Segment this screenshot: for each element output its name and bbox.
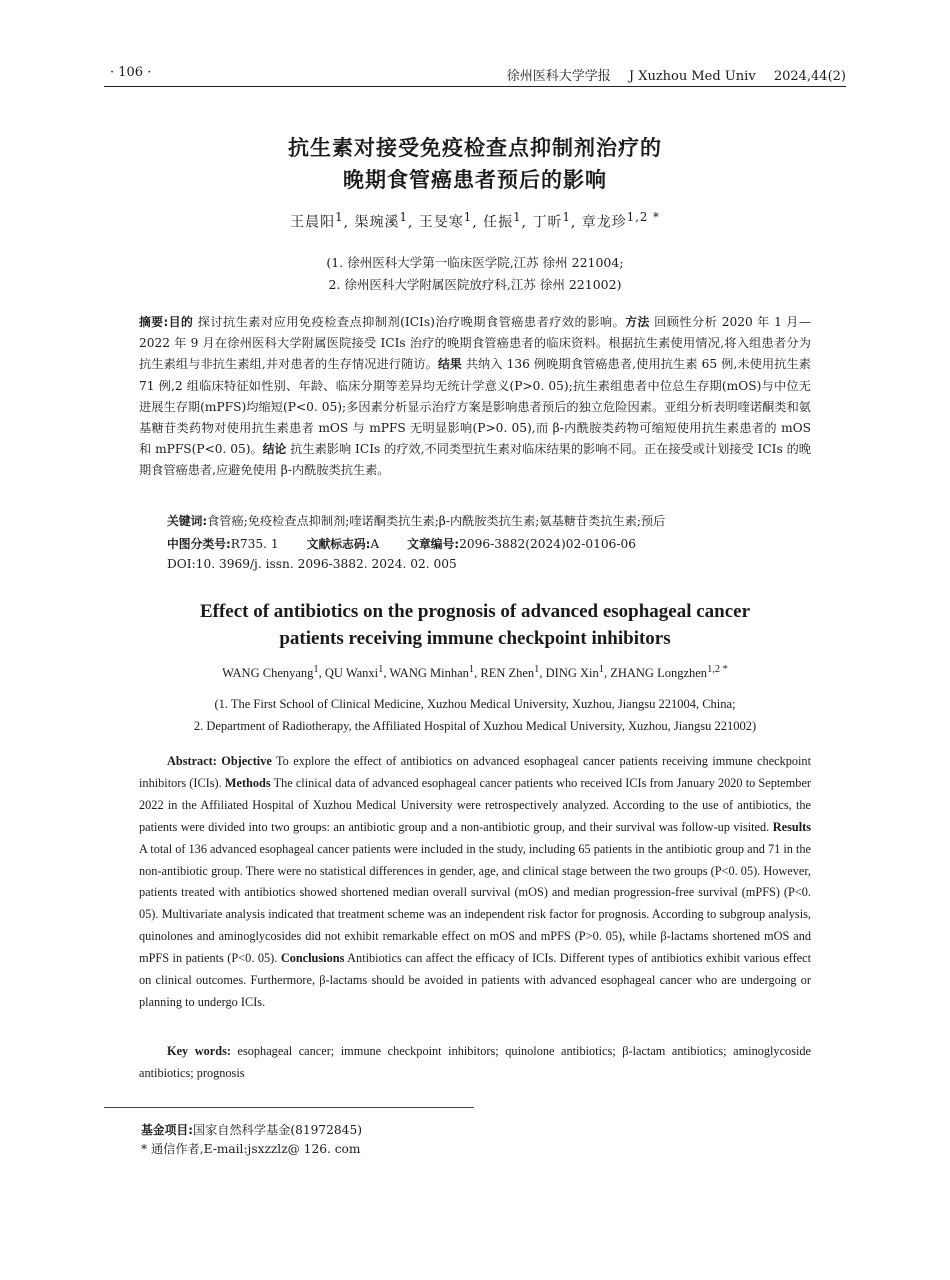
title-en-line-2: patients receiving immune checkpoint inhibitors [279,628,671,649]
author-sup: 1 [313,664,319,675]
author-en: REN Zhen [480,666,535,681]
abstract-cn [139,312,811,482]
footnote-divider [104,1107,474,1108]
abstract-label-cn: 摘要: [139,315,169,329]
authors-en: WANG Chenyang$^1$, QU Wanxi$^1$, WANG Minhan$^1$, REN Zhen$^1$, DING Xin$^1$, ZHANG Longzhen$^{1,2 *}$ [222,664,728,681]
conclusions-label-en: Conclusions [280,951,345,966]
classification-line [167,535,636,552]
author-en: WANG Chenyang [222,666,314,681]
journal-name-en: J Xuzhou Med Univ [628,69,756,84]
author-en: QU Wanxi [324,666,379,681]
methods-label-en: Methods [224,775,271,790]
journal-volume: 2024,44(2) [773,69,846,84]
author-cn: 任振 [483,214,514,231]
author-sup: 1,2 * [626,210,660,224]
funding-note [141,1121,362,1138]
objective-text-cn: 探讨抗生素对应用免疫检查点抑制剂(ICIs)治疗晚期食管癌患者疗效的影响。 [193,315,626,329]
conclusion-label-cn: 结论 [262,442,287,457]
affiliation-en-2: 2. Department of Radiotherapy, the Affiliated Hospital of Xuzhou Medical University, Xuzhou, Jiangsu 221002) [193,719,757,733]
author-sup: 1 [335,210,344,224]
clc-value: R735. 1 [230,537,279,551]
affiliation-cn-1: (1. 徐州医科大学第一临床医学院,江苏 徐州 221004; [326,255,624,270]
results-text-cn: 共纳入 136 例晚期食管癌患者,使用抗生素 65 例,未使用抗生素 71 例,2 组临床特征如性别、年龄、临床分期等差异均无统计学意义(P>0. 05);抗生素组患者中位总生存期(mOS)与中位无进展生存期(mPFS)均缩短(P<0. 05);多因素分析显示治疗方案是影响患者预后的独立危险因素。亚组分析表明喹诺酮类和氨基糖苷类药物对使用抗生素患者 mOS 与 mPFS 无明显影响(P>0. 05),而 β-内酰胺类药物可缩短使用抗生素患者的 mOS 和 mPFS(P<0. 05)。 [139,357,811,457]
keywords-label-en: Key words: [167,1044,231,1058]
methods-text-cn: 回顾性分析 2020 年 1 月—2022 年 9 月在徐州医科大学附属医院接受 ICIs 治疗的晚期食管癌患者的临床资料。根据抗生素使用情况,将入组患者分为抗生素组与非抗生素组,并对患者的生存情况进行随访。 [139,315,812,372]
title-en-line-1: Effect of antibiotics on the prognosis of advanced esophageal cancer [199,601,751,622]
objective-label-cn: 目的 [168,315,194,329]
title-cn-line-2: 晚期食管癌患者预后的影响 [343,168,607,192]
author-sup: 1 [513,210,522,224]
running-header [104,62,846,87]
author-sup: 1 [378,664,384,675]
author-sup: 1 [468,664,475,675]
author-en: DING Xin [545,666,599,681]
objective-label-en: Objective [221,754,272,768]
author-sup: 1 [598,664,604,675]
keywords-label-cn: 关键词: [167,514,208,528]
affiliation-cn-2: 2. 徐州医科大学附属医院放疗科,江苏 徐州 221002) [328,277,622,292]
abstract-label-en: Abstract: [167,754,217,768]
journal-name-cn: 徐州医科大学学报 [506,69,611,84]
results-label-en: Results [772,819,811,834]
author-en: WANG Minhan [389,666,469,681]
fund-text: 国家自然科学基金(81972845) [192,1123,362,1137]
affiliation-en-1: (1. The First School of Clinical Medicine, Xuzhou Medical University, Xuzhou, Jiangsu 221004, China; [214,697,736,711]
doc-code-label: 文献标志码: [306,537,371,551]
objective-text-en: To explore the effect of antibiotics on advanced esophageal cancer patients receiving immune checkpoint inhibitors (ICIs). [139,754,811,790]
author-cn: 渠琬溪 [354,214,400,231]
article-no-value: 2096-3882(2024)02-0106-06 [459,537,637,551]
article-no-label: 文章编号: [407,537,460,551]
author-sup: 1 [534,664,540,675]
doc-code-value: A [370,537,380,551]
fund-label: 基金项目: [141,1123,193,1137]
results-label-cn: 结果 [437,357,462,372]
author-cn: 王旻寒 [418,214,464,231]
results-text-en: A total of 136 advanced esophageal cancer patients were included in the study, including 65 patients in the antibiotic group and 71 in the non-antibiotic group. There were no statistical differences in gender, age, and clinical stage between the two groups (P<0. 05). However, patients treated with antibiotics showed shortened median overall survival (mOS) and median progression-free survival (mPFS) (P<0. 05). Multivariate analysis indicated that treatment scheme was an independent risk factor for prognosis. According to subgroup analysis, quinolones and aminoglycosides did not exhibit remarkable effect on mOS and mPFS (P>0. 05), while β-lactams shortened mOS and mPFS in patients (P<0. 05). [139,841,811,966]
clc-label: 中图分类号: [167,537,231,551]
doi-line: DOI:10. 3969/j. issn. 2096-3882. 2024. 02. 005 [167,557,457,571]
corresponding-author-note: * 通信作者,E-mail:jsxzzlz@ 126. com [141,1142,361,1156]
author-cn: 王晨阳 [290,214,336,231]
author-cn: 章龙珍 [581,214,627,231]
keywords-cn [167,512,665,529]
author-sup: 1 [399,210,408,224]
keywords-en [139,1041,811,1085]
author-en: ZHANG Longzhen [610,666,708,681]
journal-info [493,65,846,84]
title-cn-line-1: 抗生素对接受免疫检查点抑制剂治疗的 [288,136,662,160]
conclusion-text-cn: 抗生素影响 ICIs 的疗效,不同类型抗生素对临床结果的影响不同。正在接受或计划接受 ICIs 的晚期食管癌患者,应避免使用 β-内酰胺类抗生素。 [139,442,811,478]
methods-text-en: The clinical data of advanced esophageal cancer patients who received ICIs from January 2020 to September 2022 in the Affiliated Hospital of Xuzhou Medical University were retrospectively analyzed. According to the use of antibiotics, the patients were divided into two groups: an antibiotic group and a non-antibiotic group, and their survival was follow-up visited. [139,775,812,834]
keywords-text-cn: 食管癌;免疫检查点抑制剂;喹诺酮类抗生素;β-内酰胺类抗生素;氨基糖苷类抗生素;预后 [207,514,666,528]
author-sup: 1 [562,210,571,224]
author-cn: 丁昕 [532,214,563,231]
abstract-en [139,751,811,1014]
conclusions-text-en: Antibiotics can affect the efficacy of ICIs. Different types of antibiotics exhibit various effect on clinical outcomes. Furthermore, β-lactams should be avoided in patients with advanced esophageal cancer who are undergoing or planning to undergo ICIs. [139,951,811,1009]
author-sup: 1,2 * [707,664,728,675]
keywords-text-en: esophageal cancer; immune checkpoint inhibitors; quinolone antibiotics; β-lactam antibiotics; aminoglycoside antibiotics; prognosis [139,1044,811,1080]
methods-label-cn: 方法 [625,315,650,329]
author-sup: 1 [463,210,473,224]
authors-cn: 王晨阳$^1$, 渠琬溪$^1$, 王旻寒$^1$, 任振$^1$, 丁昕$^1$, 章龙珍$^{1,2 *}$ [290,210,660,231]
page-number: · 106 · [110,65,152,80]
